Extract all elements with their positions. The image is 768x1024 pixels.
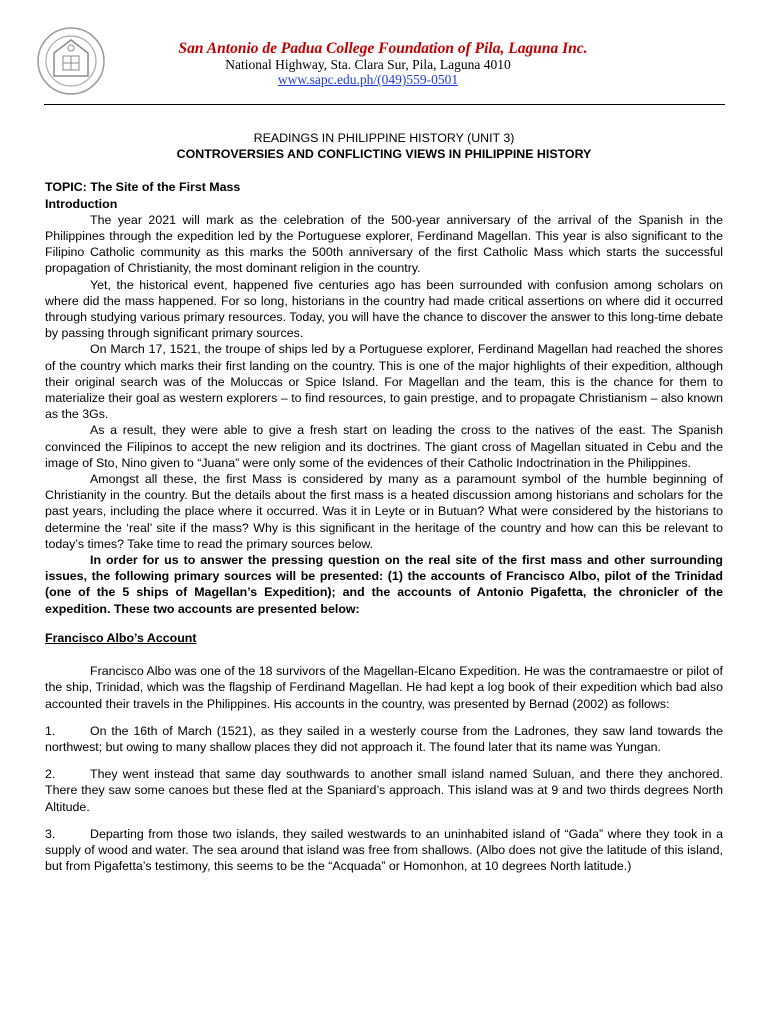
list-text: On the 16th of March (1521), as they sailed in a westerly course from the Ladrones, they saw land towards the northwest; but owing to many shallow places they did not approach it. The found later that its name was Yungan. (45, 723, 723, 754)
list-item (45, 826, 723, 875)
paragraph: On March 17, 1521, the troupe of ships led by a Portuguese explorer, Ferdinand Magellan had reached the shores of the country which marks their first landing on the country. This is one of the major highlights of their expedition, although their original search was of the Moluccas or Spice Island. For Magellan and the team, this is the chance for them to materialize their goal as western explorers – to find resources, to gain prestige, and to propagate Christianism – also known as the 3Gs. (45, 342, 723, 422)
college-name: San Antonio de Padua College Foundation of Pila, Laguna Inc. (178, 40, 588, 57)
list-item (45, 766, 723, 815)
header-divider (44, 104, 725, 105)
list-number: 2. (45, 767, 56, 782)
introduction-heading: Introduction (45, 196, 118, 211)
paragraph: The year 2021 will mark as the celebration of the 500-year anniversary of the arrival of the Spanish in the Philippines through the expedition led by the Portuguese explorer, Ferdinand Magellan. This year is also significant to the Filipino Catholic community as this marks the 500th anniversary of the first Catholic Mass which starts the successful propagation of Christianity, the most dominant religion in the country. (45, 212, 723, 276)
document-body (45, 130, 723, 874)
main-title: CONTROVERSIES AND CONFLICTING VIEWS IN PHILIPPINE HISTORY (176, 147, 592, 162)
college-website-link[interactable]: www.sapc.edu.ph/(049)559-0501 (277, 72, 459, 87)
bold-paragraph: In order for us to answer the pressing question on the real site of the first mass and other surrounding issues, the following primary sources will be presented: (1) the accounts of Francisco Albo, pilot of the Trinidad (one of the 5 ships of Magellan’s Expedition); and the accounts of Antonio Pigafetta, the chronicler of the expedition. These two accounts are presented below: (45, 553, 723, 616)
paragraph: Amongst all these, the first Mass is considered by many as a paramount symbol of the humble beginning of Christianity in the country. But the details about the first mass is a heated discussion among historians and scholars for the past years, including the place where it occurred. Was it in Leyte or in Butuan? What were considered by the historians to determine the ‘real’ site if the mass? Why is this significant in the heritage of the country and how can this be relevant to today’s times? Take time to read the primary sources below. (45, 472, 723, 551)
college-address: National Highway, Sta. Clara Sur, Pila, Laguna 4010 (225, 57, 511, 72)
paragraph: As a result, they were able to give a fresh start on leading the cross to the natives of the east. The Spanish convinced the Filipinos to accept the new religion and its doctrines. The giant cross of Magellan situated in Cebu and the image of Sto, Nino given to “Juana” were only some of the evidences of their Catholic Indoctrination in the Philippines. (45, 423, 723, 470)
list-number: 1. (45, 723, 56, 738)
paragraph: Yet, the historical event, happened five centuries ago has been surrounded with confusion among scholars on where did the mass happened. For so long, historians in the country had made critical assertions on where did it occurred through studying various primary resources. Today, you will have the chance to discover the answer to this long-time debate by passing through significant primary sources. (45, 277, 723, 341)
college-seal-logo (36, 26, 106, 96)
list-text: They went instead that same day southwards to another small island named Suluan, and there they anchored. There they saw some canoes but these fled at the Spaniard’s approach. This island was at 9 and two thirds degrees North Altitude. (45, 767, 723, 814)
topic-heading: TOPIC: The Site of the First Mass (45, 180, 241, 195)
list-text: Departing from those two islands, they sailed westwards to an uninhabited island of “Gada” where they took in a supply of wood and water. The sea around that island was free from shallows. (Albo does not give the latitude of this island, but from Pigafetta’s testimony, this seems to be the “Acquada” or Homonhon, at 10 degrees North latitude.) (45, 826, 723, 874)
section-heading: Francisco Albo’s Account (45, 630, 197, 645)
section-intro-paragraph: Francisco Albo was one of the 18 survivors of the Magellan-Elcano Expedition. He was the contramaestre or pilot of the ship, Trinidad, which was the flagship of Ferdinand Magellan. He had kept a log book of their expedition which bad also accounted their travels in the Philippines. His accounts in the country, was presented by Bernad (2002) as follows: (45, 664, 723, 711)
unit-title: READINGS IN PHILIPPINE HISTORY (UNIT 3) (253, 131, 515, 145)
list-number: 3. (45, 826, 56, 841)
list-item (45, 723, 723, 755)
